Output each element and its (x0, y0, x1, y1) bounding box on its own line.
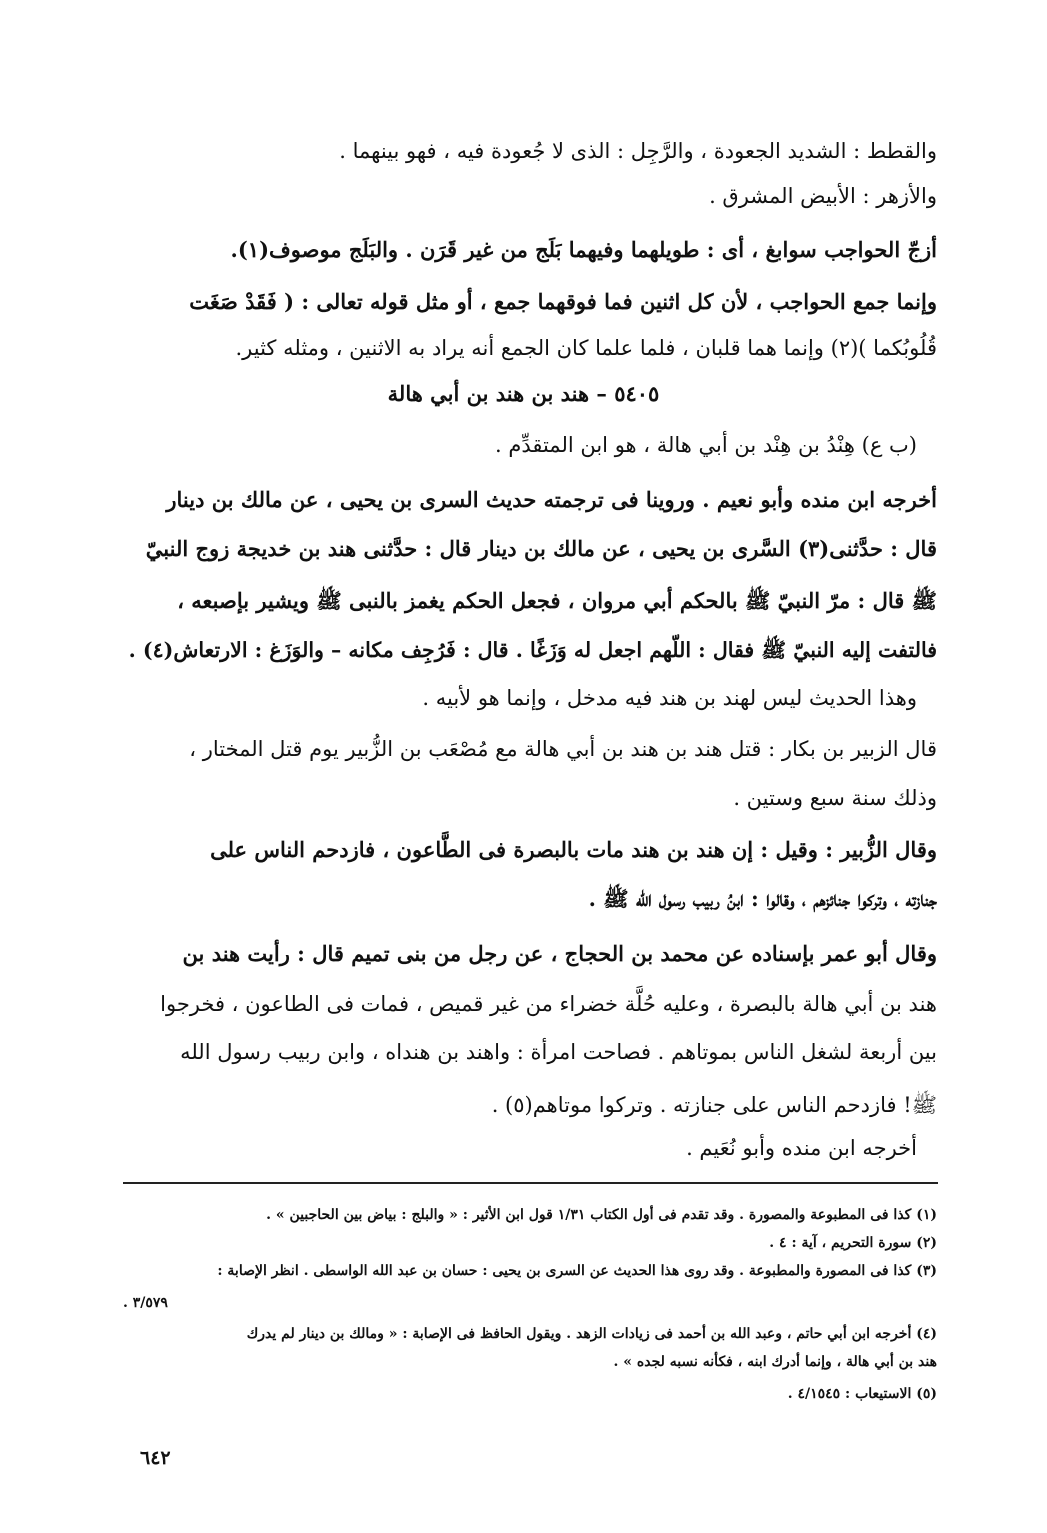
text-line: وقال الزُّبير : وقيل : إن هند بن هند مات بالبصرة فى الطَّاعون ، فازدحم الناس على (210, 837, 937, 862)
text-line: أخرجه ابن منده وأبو نعيم . وروينا فى ترجمته حديث السرى بن يحيى ، عن مالك بن دينار (166, 487, 937, 512)
text-line: ﷺ قال : مرّ النبيّ ﷺ بالحكم أبي مروان ، فجعل الحكم يغمز بالنبى ﷺ ويشير بإصبعه ، (177, 588, 937, 613)
text-line: قال الزبير بن بكار : قتل هند بن هند بن أبي هالة مع مُصْعَب بن الزُّبير يوم قتل المختار ، (189, 737, 937, 761)
entry-heading: ٥٤٠٥ – هند بن هند بن أبي هالة (387, 381, 660, 406)
footnote-line: ٣/٥٧٩ . (123, 1295, 168, 1311)
text-line: هند بن أبي هالة بالبصرة ، وعليه حُلَّة خضراء من غير قميص ، فمات فى الطاعون ، فخرجوا (160, 992, 937, 1016)
footnote-line: هند بن أبي هالة ، وإنما أدرك ابنه ، فكأنه نسبه لجده » . (613, 1354, 937, 1370)
text-line: أزجّ الحواجب سوابغ ، أى : طويلهما وفيهما بَلَج من غير قَرَن . والبَلَج موصوف(١). (230, 237, 937, 262)
text-line: بين أربعة لشغل الناس بموتاهم . فصاحت امرأة : واهند بن هنداه ، وابن ربيب رسول الله (180, 1040, 937, 1064)
text-line: وذلك سنة سبع وستين . (733, 786, 937, 810)
page-number: ٦٤٢ (140, 1447, 171, 1469)
text-line: جنازته ، وتركوا جنائزهم ، وقالوا : ابنُ ربيب رسول الله ﷺ . (588, 886, 937, 911)
text-line: ﷺ! فازدحم الناس على جنازته . وتركوا موتاهم(٥) . (491, 1093, 937, 1117)
footnote-line: (٣) كذا فى المصورة والمطبوعة . وقد روى هذا الحديث عن السرى بن يحيى : حسان بن عبد الله الواسطى . انظر الإصابة : (217, 1263, 937, 1279)
text-line: قال : حدَّثنى(٣) السَّرى بن يحيى ، عن مالك بن دينار قال : حدَّثنى هند بن خديجة زوج النبيّ (145, 536, 937, 561)
text-line: والأزهر : الأبيض المشرق . (709, 184, 937, 208)
text-line: قُلُوبُكما )(٢) وإنما هما قلبان ، فلما علما كان الجمع أنه يراد به الاثنين ، ومثله كثير. (235, 336, 937, 360)
footnote-line: (١) كذا فى المطبوعة والمصورة . وقد تقدم فى أول الكتاب ١/٣١ قول ابن الأثير : « والبلج : بياض بين الحاجبين » . (266, 1207, 937, 1223)
footnote-line: (٢) سورة التحريم ، آية : ٤ . (769, 1235, 937, 1251)
footnote-separator (123, 1182, 938, 1184)
text-line: أخرجه ابن منده وأبو نُعَيم . (686, 1136, 917, 1160)
text-line: فالتفت إليه النبيّ ﷺ فقال : اللّهم اجعل له وَزَغًا . قال : فَرُجِف مكانه – والوَزَغ : الارتعاش(٤) . (128, 638, 937, 662)
text-line: وإنما جمع الحواجب ، لأن كل اثنين فما فوقهما جمع ، أو مثل قوله تعالى : ( فَقَدْ صَغَت (189, 289, 937, 314)
text-line: (ب ع) هِنْدُ بن هِنْد بن أبي هالة ، هو ابن المتقدِّم . (494, 433, 917, 457)
text-line: والقطط : الشديد الجعودة ، والرَّجِل : الذى لا جُعودة فيه ، فهو بينهما . (339, 139, 937, 163)
text-line: وهذا الحديث ليس لهند بن هند فيه مدخل ، وإنما هو لأبيه . (422, 686, 917, 710)
footnote-line: (٤) أخرجه ابن أبي حاتم ، وعبد الله بن أحمد فى زيادات الزهد . ويقول الحافظ فى الإصابة : « ومالك بن دينار لم يدرك (246, 1326, 937, 1342)
footnote-line: (٥) الاستيعاب : ٤/١٥٤٥ . (787, 1386, 937, 1402)
text-line: وقال أبو عمر بإسناده عن محمد بن الحجاج ، عن رجل من بنى تميم قال : رأيت هند بن (182, 941, 937, 966)
